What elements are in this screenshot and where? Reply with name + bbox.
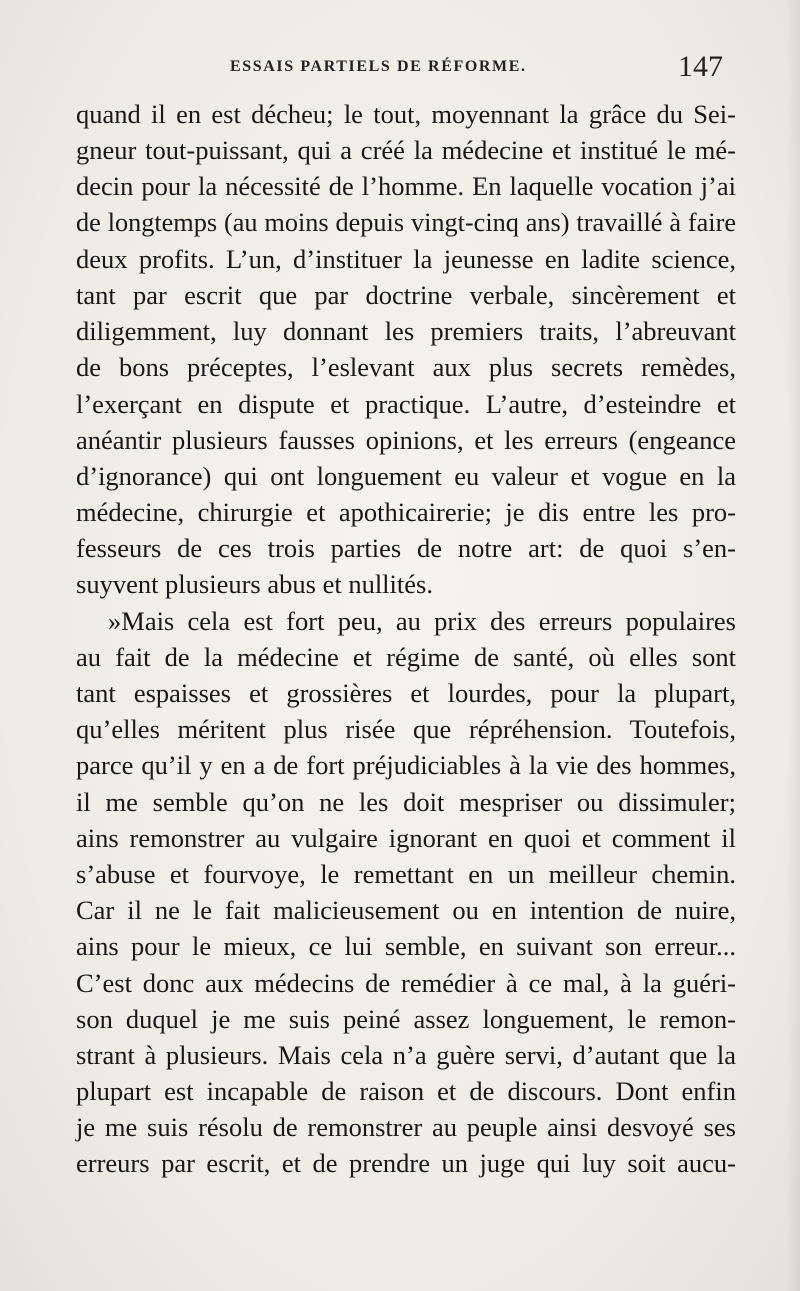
text-line: il me semble qu’on ne les doit mespriser ou dissimuler; [76,786,736,817]
text-line: ains remonstrer au vulgaire ignorant en quoi et comment il [76,822,736,853]
text-line: l’exerçant en dispute et practique. L’autre, d’esteindre et [76,388,736,419]
text-line: fesseurs de ces trois parties de notre art: de quoi s’en- [76,533,736,564]
text-line: gneur tout-puissant, qui a créé la médecine et institué le mé- [76,135,736,166]
text-line: s’abuse et fourvoye, le remettant en un meilleur chemin. [76,858,736,889]
page-number: 147 [678,50,723,83]
text-line: C’est donc aux médecins de remédier à ce mal, à la guéri- [76,967,736,998]
text-line: strant à plusieurs. Mais cela n’a guère servi, d’autant que la [76,1039,736,1070]
text-line: tant espaisses et grossières et lourdes, pour la plupart, [76,678,736,708]
text-line: au fait de la médecine et régime de santé, où elles sont [76,641,736,672]
text-line: quand il en est décheu; le tout, moyennant la grâce du Sei- [76,99,736,129]
text-line: plupart est incapable de raison et de discours. Dont enfin [76,1076,736,1107]
text-line: d’ignorance) qui ont longuement eu valeur et vogue en la [76,460,736,491]
text-line: decin pour la nécessité de l’homme. En laquelle vocation j’ai [76,171,736,202]
page-edge-shadow [786,0,800,1291]
paragraph-start-line: »Mais cela est fort peu, au prix des erreurs populaires [108,605,736,636]
text-line: deux profits. L’un, d’instituer la jeunesse en ladite science, [76,243,736,274]
body-text [76,96,736,1182]
text-line: anéantir plusieurs fausses opinions, et les erreurs (engeance [76,424,736,455]
text-line: de bons préceptes, l’eslevant aux plus secrets remèdes, [76,352,736,383]
text-line: qu’elles méritent plus risée que répréhension. Toutefois, [76,714,736,745]
text-line: diligemment, luy donnant les premiers traits, l’abreuvant [76,316,736,347]
text-line: ains pour le mieux, ce lui semble, en suivant son erreur... [76,931,736,962]
text-line: erreurs par escrit, et de prendre un juge qui luy soit aucu- [76,1148,736,1179]
text-line: de longtemps (au moins depuis vingt-cinq ans) travaillé à faire [76,207,736,237]
text-line: médecine, chirurgie et apothicairerie; je dis entre les pro- [76,497,736,528]
text-line: parce qu’il y en a de fort préjudiciables à la vie des hommes, [76,750,736,781]
text-line: son duquel je me suis peiné assez longuement, le remon- [76,1003,736,1034]
text-line: tant par escrit que par doctrine verbale, sincèrement et [76,279,736,310]
running-title: ESSAIS PARTIELS DE RÉFORME. [230,58,527,75]
text-line: Car il ne le fait malicieusement ou en intention de nuire, [76,895,736,926]
text-line: je me suis résolu de remonstrer au peuple ainsi desvoyé ses [76,1112,736,1143]
text-line: suyvent plusieurs abus et nullités. [76,569,433,600]
